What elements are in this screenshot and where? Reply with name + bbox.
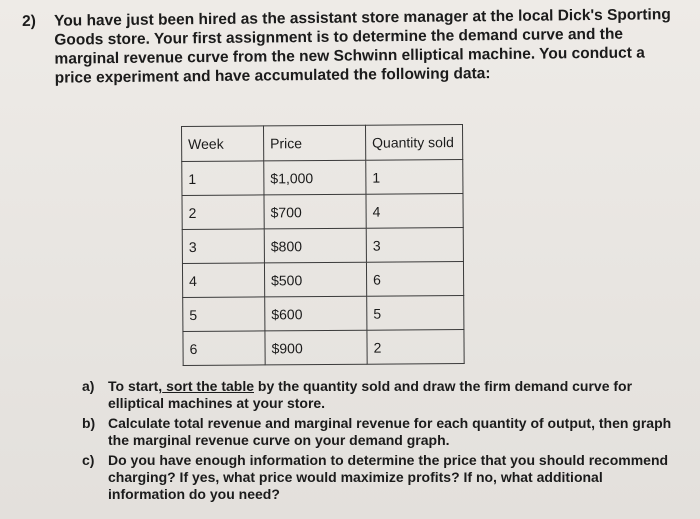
cell-week: 1 [182, 161, 264, 196]
cell-price: $900 [265, 330, 367, 365]
table-row [182, 160, 463, 196]
part-b [82, 415, 672, 449]
header-week: Week [182, 126, 264, 162]
cell-week: 3 [182, 229, 264, 264]
cell-price: $700 [264, 194, 366, 229]
header-price: Price [264, 125, 366, 161]
part-c-text: Do you have enough information to determine the price that you should recommend charging? If yes, what price would maximize profits? If no, what additional information do you need? [108, 452, 669, 502]
cell-quantity: 2 [367, 330, 464, 365]
cell-price: $800 [264, 228, 366, 263]
part-c [82, 452, 672, 503]
cell-week: 5 [183, 297, 265, 332]
part-a-text-start: To start, [108, 378, 163, 394]
part-a-text-end: by the quantity sold and draw the firm demand curve for elliptical machines at your store. [108, 378, 633, 411]
table-row [183, 330, 464, 366]
table-header-row [182, 125, 463, 162]
cell-week: 4 [182, 263, 264, 298]
part-a-underlined: sort the table [162, 378, 254, 394]
part-a-marker: a) [82, 378, 95, 394]
cell-quantity: 3 [366, 228, 463, 263]
cell-price: $500 [264, 262, 366, 297]
table-row [183, 296, 464, 332]
cell-quantity: 1 [366, 160, 463, 195]
cell-week: 6 [183, 331, 265, 366]
cell-price: $600 [265, 296, 367, 331]
table-row [182, 228, 463, 264]
part-b-marker: b) [82, 415, 96, 431]
part-a [82, 378, 672, 412]
header-quantity-sold: Quantity sold [365, 125, 462, 161]
sub-questions [82, 378, 672, 506]
question-number: 2) [22, 12, 36, 30]
cell-quantity: 6 [366, 262, 463, 297]
part-c-marker: c) [82, 452, 95, 468]
table-row [182, 194, 463, 230]
part-b-text: Calculate total revenue and marginal revenue for each quantity of output, then graph the marginal revenue curve on your demand graph. [108, 415, 672, 448]
cell-quantity: 4 [366, 194, 463, 229]
cell-quantity: 5 [367, 296, 464, 331]
data-table [181, 124, 465, 366]
cell-week: 2 [182, 195, 264, 230]
cell-price: $1,000 [264, 160, 366, 195]
question-2 [22, 5, 673, 88]
question-text: You have just been hired as the assistant store manager at the local Dick's Sporting Goods store. Your first assignment is to determine the demand curve and the marginal revenue curve from the new Schwinn elliptical machine. You conduct a price experiment and have accumulated the following data: [54, 6, 671, 87]
table-row [182, 262, 463, 298]
